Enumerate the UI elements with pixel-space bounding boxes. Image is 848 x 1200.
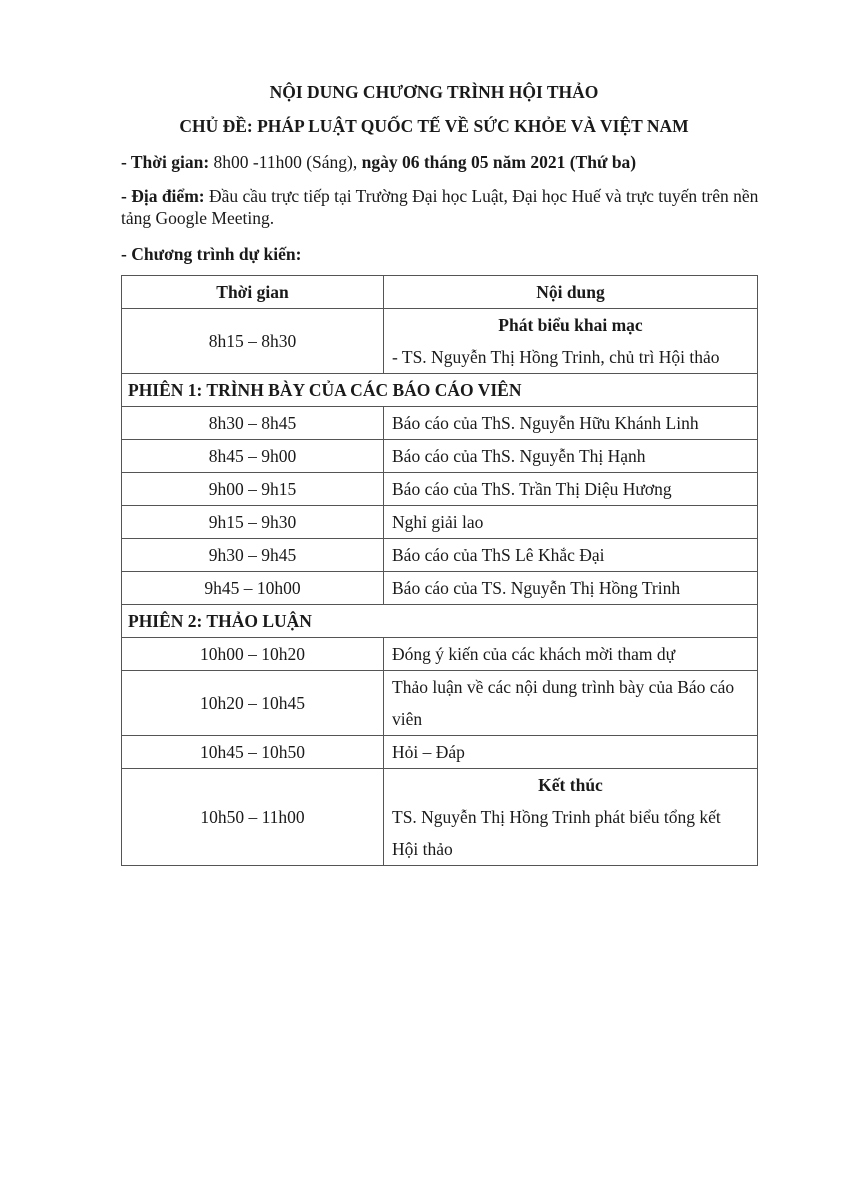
- place-label: - Địa điểm:: [121, 186, 205, 206]
- table-row: [122, 473, 758, 506]
- document-topic: CHỦ ĐỀ: PHÁP LUẬT QUỐC TẾ VỀ SỨC KHỎE VÀ VIỆT NAM: [179, 116, 689, 136]
- row-time: 10h20 – 10h45: [122, 671, 384, 736]
- table-row: [122, 572, 758, 605]
- row-content: Báo cáo của ThS. Trần Thị Diệu Hương: [384, 473, 758, 506]
- table-header-row: [122, 276, 758, 309]
- table-row: [122, 440, 758, 473]
- time-date: ngày 06 tháng 05 năm 2021 (Thứ ba): [361, 152, 637, 172]
- row-time: 9h15 – 9h30: [122, 506, 384, 539]
- row-time: 9h45 – 10h00: [122, 572, 384, 605]
- table-row: [122, 506, 758, 539]
- row-time: 8h45 – 9h00: [122, 440, 384, 473]
- place-text: Đầu cầu trực tiếp tại Trường Đại học Luật, Đại học Huế và trực tuyến trên nền tảng Google Meeting.: [121, 186, 759, 228]
- closing-time: 10h50 – 11h00: [122, 769, 384, 866]
- row-time: 9h00 – 9h15: [122, 473, 384, 506]
- row-content: Báo cáo của TS. Nguyễn Thị Hồng Trinh: [384, 572, 758, 605]
- time-line: [121, 151, 771, 173]
- session2-title: PHIÊN 2: THẢO LUẬN: [122, 605, 758, 638]
- table-row: [122, 638, 758, 671]
- place-line: [121, 185, 771, 229]
- opening-row: [122, 309, 758, 374]
- row-time: 8h30 – 8h45: [122, 407, 384, 440]
- opening-heading: Phát biểu khai mạc: [498, 315, 643, 335]
- row-content: Nghỉ giải lao: [384, 506, 758, 539]
- opening-text: - TS. Nguyễn Thị Hồng Trinh, chủ trì Hội thảo: [392, 347, 720, 367]
- closing-text: TS. Nguyễn Thị Hồng Trinh phát biểu tổng kết Hội thảo: [392, 807, 721, 859]
- row-time: 9h30 – 9h45: [122, 539, 384, 572]
- closing-content: [384, 769, 758, 866]
- session1-row: [122, 374, 758, 407]
- table-row: [122, 736, 758, 769]
- closing-heading: Kết thúc: [538, 775, 603, 795]
- program-label: - Chương trình dự kiến:: [121, 244, 302, 264]
- closing-row: [122, 769, 758, 866]
- row-time: 10h00 – 10h20: [122, 638, 384, 671]
- table-row: [122, 407, 758, 440]
- header-time: Thời gian: [122, 276, 384, 309]
- time-label: - Thời gian:: [121, 152, 210, 172]
- program-table: [121, 275, 758, 866]
- time-hours: 8h00 -11h00 (Sáng),: [209, 152, 362, 172]
- header-content: Nội dung: [384, 276, 758, 309]
- row-content: Đóng ý kiến của các khách mời tham dự: [384, 638, 758, 671]
- session1-title: PHIÊN 1: TRÌNH BÀY CỦA CÁC BÁO CÁO VIÊN: [122, 374, 758, 407]
- row-content: Báo cáo của ThS. Nguyễn Hữu Khánh Linh: [384, 407, 758, 440]
- opening-time: 8h15 – 8h30: [122, 309, 384, 374]
- row-content: Thảo luận về các nội dung trình bày của Báo cáo viên: [384, 671, 758, 736]
- row-content: Báo cáo của ThS. Nguyễn Thị Hạnh: [384, 440, 758, 473]
- table-row: [122, 539, 758, 572]
- row-content: Báo cáo của ThS Lê Khắc Đại: [384, 539, 758, 572]
- opening-content: [384, 309, 758, 374]
- row-content: Hỏi – Đáp: [384, 736, 758, 769]
- document-title: NỘI DUNG CHƯƠNG TRÌNH HỘI THẢO: [269, 82, 599, 102]
- table-row: [122, 671, 758, 736]
- row-time: 10h45 – 10h50: [122, 736, 384, 769]
- session2-row: [122, 605, 758, 638]
